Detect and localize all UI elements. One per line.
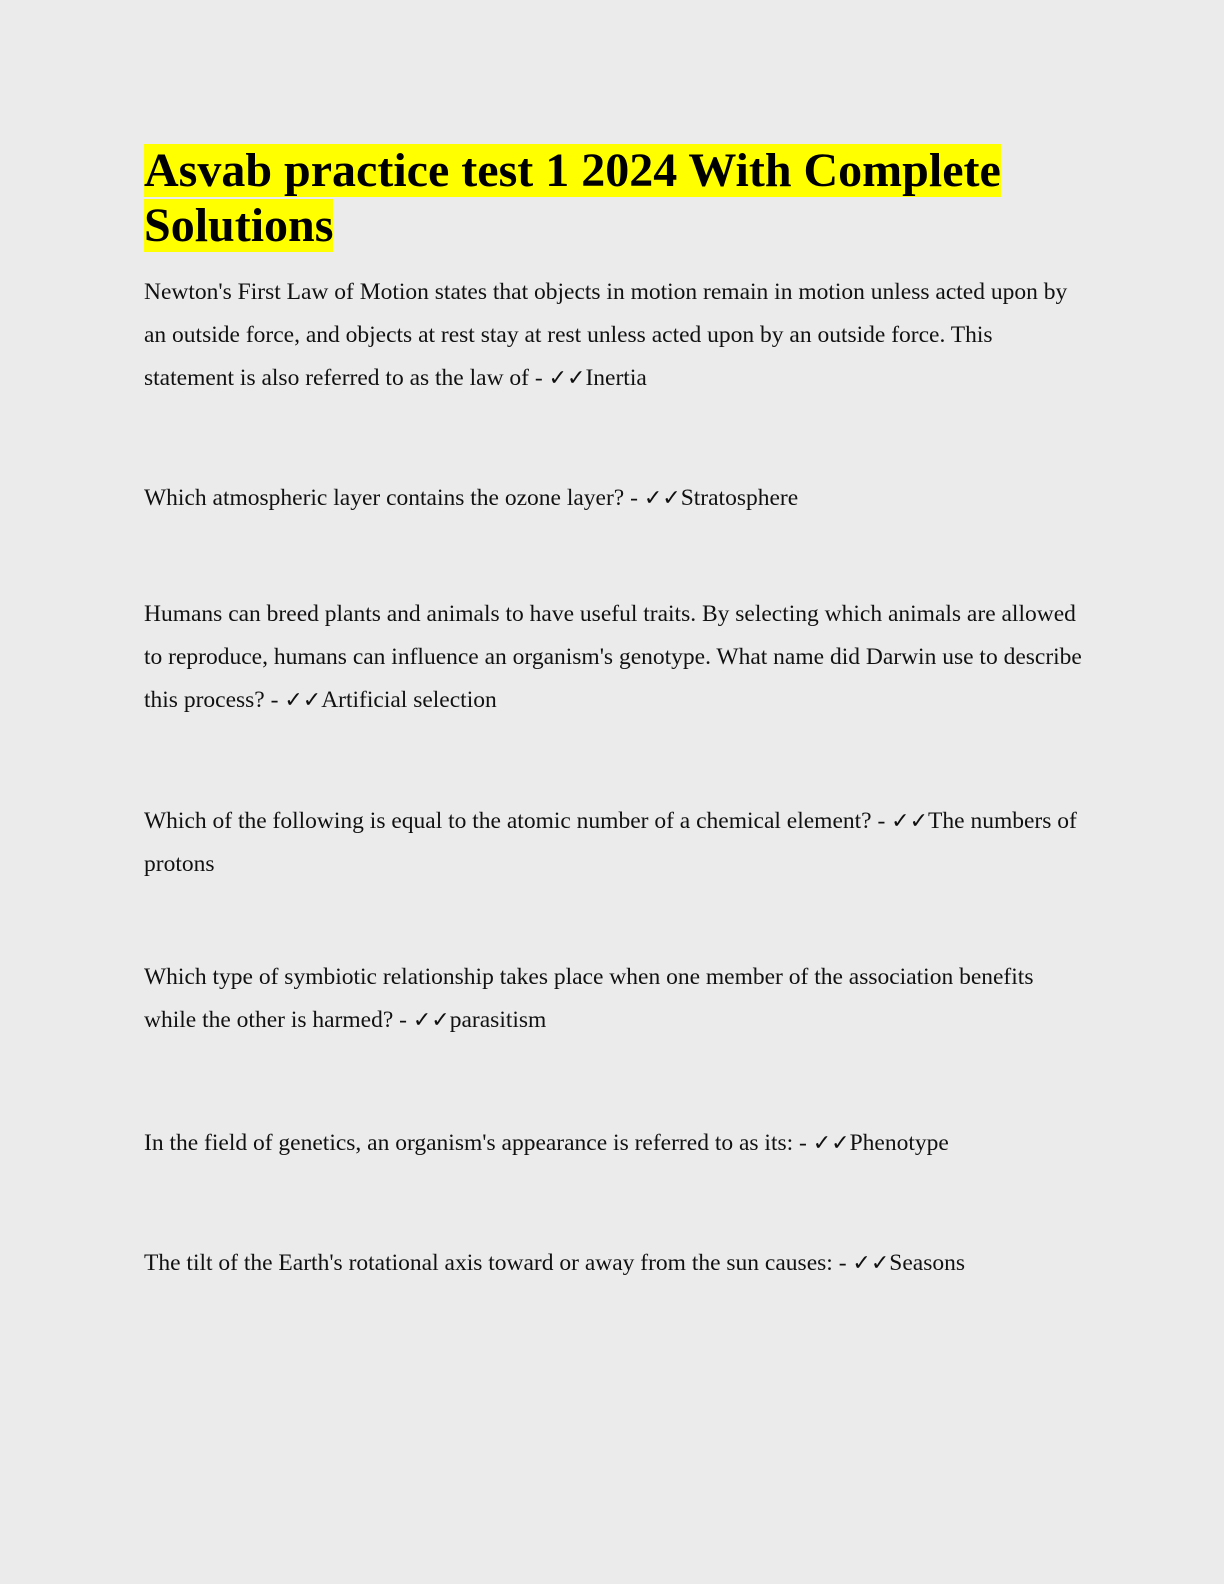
- double-check-icon: ✓✓: [891, 809, 929, 834]
- document-title: [144, 143, 1104, 253]
- qa-item-1: [144, 271, 1084, 400]
- question-text: Which of the following is equal to the atomic number of a chemical element?: [144, 808, 872, 834]
- separator: -: [871, 808, 892, 834]
- answer-text: Stratosphere: [680, 485, 799, 511]
- double-check-icon: ✓✓: [548, 366, 586, 391]
- answer-text: Seasons: [889, 1250, 965, 1276]
- answer-text: Artificial selection: [321, 687, 497, 713]
- answer-text: Inertia: [585, 365, 647, 391]
- qa-item-6: [144, 1122, 1084, 1165]
- separator: -: [529, 365, 549, 391]
- question-text: Humans can breed plants and animals to have useful traits. By selecting which animals are allowed to reproduce, humans can influence an organism's genotype. What name did Darwin use to describe this process?: [144, 601, 1082, 713]
- question-text: The tilt of the Earth's rotational axis toward or away from the sun causes:: [144, 1250, 833, 1276]
- answer-text: The numbers of protons: [144, 808, 1077, 877]
- title-highlight: Asvab practice test 1 2024 With Complete Solutions: [144, 144, 1001, 252]
- separator: -: [624, 485, 644, 511]
- qa-item-5: [144, 956, 1084, 1042]
- double-check-icon: ✓✓: [852, 1251, 890, 1276]
- qa-item-2: [144, 477, 1084, 520]
- answer-text: parasitism: [449, 1007, 547, 1033]
- separator: -: [393, 1007, 413, 1033]
- double-check-icon: ✓✓: [284, 688, 322, 713]
- separator: -: [264, 687, 285, 713]
- separator: -: [832, 1250, 853, 1276]
- qa-item-4: [144, 800, 1084, 886]
- question-text: Newton's First Law of Motion states that objects in motion remain in motion unless acted upon by an outside force, and objects at rest stay at rest unless acted upon by an outside force. This statement is also referred to as the law of: [144, 279, 1068, 391]
- answer-text: Phenotype: [849, 1130, 949, 1156]
- question-text: In the field of genetics, an organism's appearance is referred to as its:: [144, 1130, 794, 1156]
- qa-item-7: [144, 1242, 1084, 1285]
- question-text: Which type of symbiotic relationship takes place when one member of the association benefits while the other is harmed?: [144, 964, 1034, 1033]
- question-text: Which atmospheric layer contains the ozone layer?: [144, 485, 625, 511]
- qa-item-3: [144, 593, 1084, 722]
- separator: -: [793, 1130, 813, 1156]
- double-check-icon: ✓✓: [643, 486, 681, 511]
- double-check-icon: ✓✓: [812, 1131, 850, 1156]
- double-check-icon: ✓✓: [412, 1008, 450, 1033]
